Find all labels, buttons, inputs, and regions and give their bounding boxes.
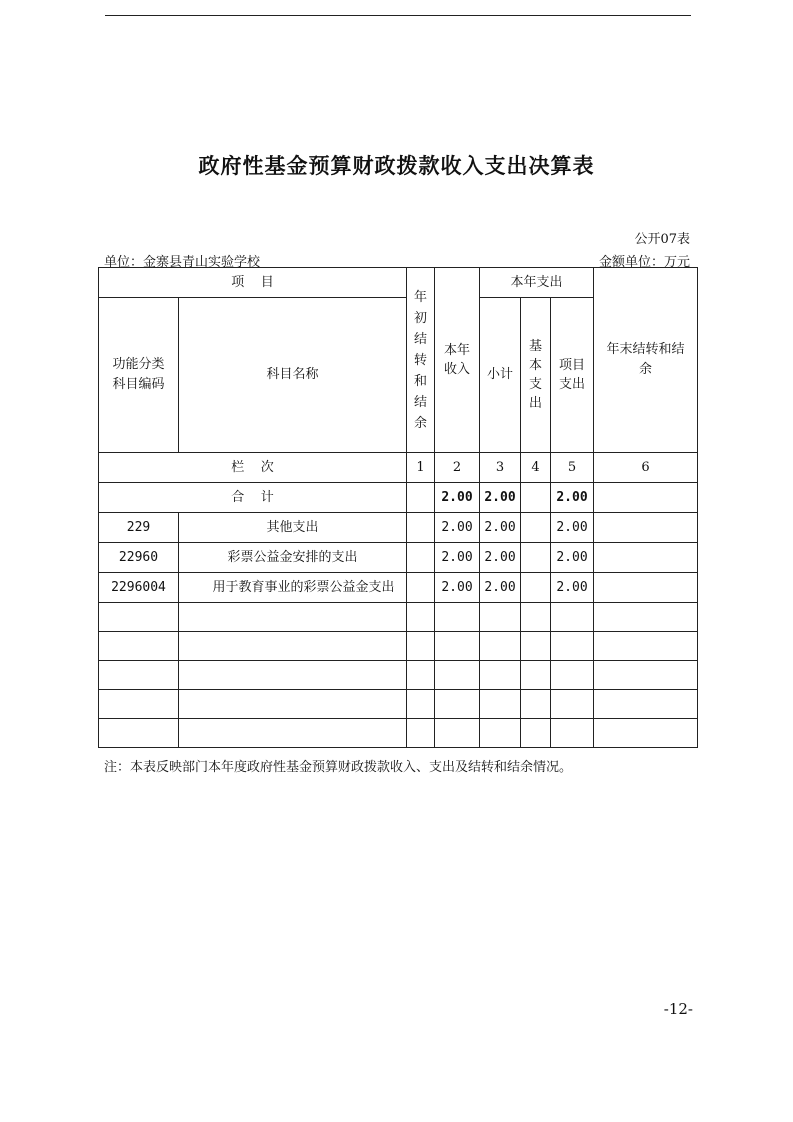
row-closing (594, 513, 698, 543)
empty-cell (521, 719, 551, 748)
empty-row (99, 603, 698, 632)
empty-cell (179, 632, 407, 661)
empty-cell (99, 690, 179, 719)
empty-cell (594, 719, 698, 748)
empty-cell (480, 719, 521, 748)
empty-cell (435, 632, 480, 661)
column-number-5: 5 (551, 453, 594, 483)
header-closing-balance (594, 268, 698, 453)
row-opening (407, 513, 435, 543)
unit-label: 单位：金寨县青山实验学校 (104, 255, 261, 270)
empty-cell (99, 632, 179, 661)
empty-cell (407, 632, 435, 661)
empty-cell (179, 719, 407, 748)
budget-table (98, 267, 698, 748)
empty-cell (521, 632, 551, 661)
row-name: 其他支出 (179, 513, 407, 543)
empty-cell (179, 661, 407, 690)
row-closing (594, 543, 698, 573)
empty-cell (594, 603, 698, 632)
empty-row (99, 690, 698, 719)
table-note: 注：本表反映部门本年度政府性基金预算财政拨款收入、支出及结转和结余情况。 (104, 760, 573, 775)
table-row (99, 543, 698, 573)
row-code: 2296004 (99, 573, 179, 603)
row-subtotal: 2.00 (480, 543, 521, 573)
total-label: 合 计 (99, 483, 407, 513)
header-subtotal: 小计 (480, 298, 521, 453)
empty-cell (551, 661, 594, 690)
row-project: 2.00 (551, 543, 594, 573)
column-number-3: 3 (480, 453, 521, 483)
empty-cell (435, 719, 480, 748)
header-current-income (435, 268, 480, 453)
empty-cell (521, 690, 551, 719)
empty-cell (594, 632, 698, 661)
header-current-income-text: 本年收入 (443, 343, 470, 377)
form-number: 公开07表 (634, 232, 690, 247)
header-basic-expense (521, 298, 551, 453)
column-number-4: 4 (521, 453, 551, 483)
row-basic (521, 513, 551, 543)
header-func-code-text: 功能分类科目编码 (112, 357, 165, 392)
header-closing-balance-text: 年末结转和结余 (606, 342, 685, 377)
row-code: 229 (99, 513, 179, 543)
table-row (99, 573, 698, 603)
empty-cell (480, 603, 521, 632)
empty-cell (407, 661, 435, 690)
header-current-expenditure: 本年支出 (480, 268, 594, 298)
header-opening-balance (407, 268, 435, 453)
row-basic (521, 543, 551, 573)
empty-row (99, 719, 698, 748)
column-number-2: 2 (435, 453, 480, 483)
top-rule (105, 15, 691, 16)
total-opening (407, 483, 435, 513)
empty-cell (594, 661, 698, 690)
row-income: 2.00 (435, 543, 480, 573)
empty-cell (551, 632, 594, 661)
column-number-6: 6 (594, 453, 698, 483)
page-title: 政府性基金预算财政拨款收入支出决算表 (198, 153, 595, 178)
header-basic-expense-text: 基本支出 (528, 339, 542, 411)
row-subtotal: 2.00 (480, 573, 521, 603)
empty-cell (435, 690, 480, 719)
column-number-1: 1 (407, 453, 435, 483)
empty-cell (594, 690, 698, 719)
page-number: -12- (663, 1000, 693, 1018)
empty-cell (480, 690, 521, 719)
empty-cell (179, 603, 407, 632)
row-project: 2.00 (551, 573, 594, 603)
empty-cell (551, 719, 594, 748)
header-project-expense-text: 项目支出 (558, 358, 585, 392)
row-income: 2.00 (435, 573, 480, 603)
empty-cell (407, 690, 435, 719)
empty-cell (407, 719, 435, 748)
empty-row (99, 661, 698, 690)
empty-cell (99, 661, 179, 690)
row-name: 用于教育事业的彩票公益金支出 (179, 573, 407, 603)
header-item: 项 目 (99, 268, 407, 298)
total-closing (594, 483, 698, 513)
total-basic (521, 483, 551, 513)
empty-cell (435, 603, 480, 632)
empty-cell (551, 690, 594, 719)
row-closing (594, 573, 698, 603)
empty-row (99, 632, 698, 661)
empty-cell (480, 632, 521, 661)
total-subtotal: 2.00 (480, 483, 521, 513)
total-income: 2.00 (435, 483, 480, 513)
table-row (99, 513, 698, 543)
empty-cell (551, 603, 594, 632)
row-income: 2.00 (435, 513, 480, 543)
row-project: 2.00 (551, 513, 594, 543)
row-code: 22960 (99, 543, 179, 573)
amount-unit-label: 金额单位：万元 (598, 255, 690, 270)
header-project-expense (551, 298, 594, 453)
row-subtotal: 2.00 (480, 513, 521, 543)
row-name: 彩票公益金安排的支出 (179, 543, 407, 573)
row-basic (521, 573, 551, 603)
empty-cell (99, 603, 179, 632)
header-opening-balance-text: 年初结转和结余 (413, 289, 427, 431)
row-opening (407, 543, 435, 573)
row-opening (407, 573, 435, 603)
empty-cell (521, 603, 551, 632)
column-number-label: 栏 次 (99, 453, 407, 483)
header-func-code (99, 298, 179, 453)
header-subject-name: 科目名称 (179, 298, 407, 453)
total-row (99, 483, 698, 513)
empty-cell (407, 603, 435, 632)
empty-cell (521, 661, 551, 690)
total-project: 2.00 (551, 483, 594, 513)
empty-cell (99, 719, 179, 748)
empty-cell (179, 690, 407, 719)
empty-cell (435, 661, 480, 690)
empty-cell (480, 661, 521, 690)
